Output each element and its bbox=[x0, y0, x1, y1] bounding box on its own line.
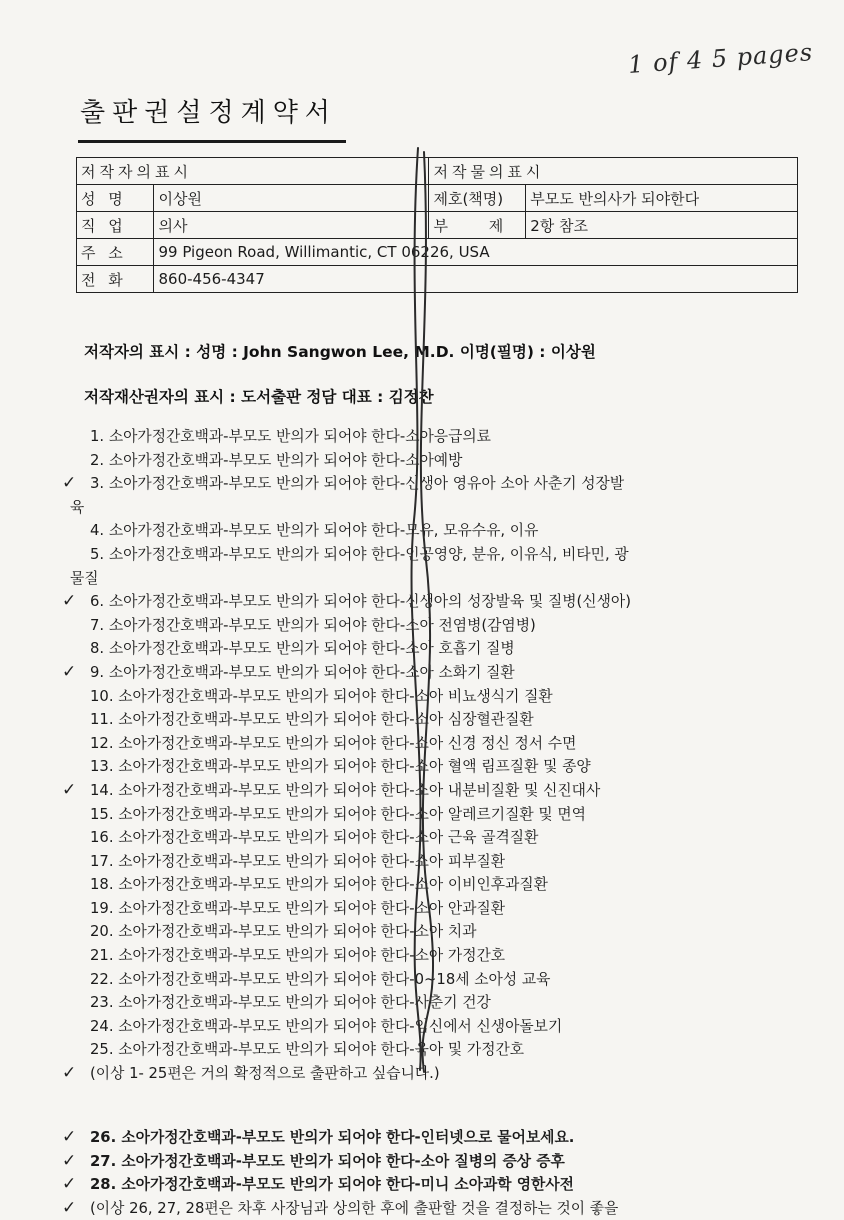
list-item bbox=[60, 944, 820, 968]
list-item-text: 5. 소아가정간호백과-부모도 반의가 되어야 한다-인공영양, 분유, 이유식, 비타민, 광 물질 bbox=[60, 543, 629, 590]
check-mark-icon: ✓ bbox=[62, 1150, 77, 1171]
list-item bbox=[60, 755, 820, 779]
check-mark-icon: ✓ bbox=[62, 1174, 77, 1195]
info-table bbox=[76, 157, 798, 293]
list-item bbox=[60, 449, 820, 473]
name-value: 이상원 bbox=[154, 185, 429, 212]
list-item-wrap: 물질 bbox=[70, 569, 99, 587]
phone-value: 860-456-4347 bbox=[154, 266, 798, 293]
list-item-text: 18. 소아가정간호백과-부모도 반의가 되어야 한다-소아 이비인후과질환 bbox=[90, 876, 548, 894]
list-item bbox=[60, 708, 820, 732]
list-item-text: 23. 소아가정간호백과-부모도 반의가 되어야 한다-사춘기 건강 bbox=[90, 994, 491, 1012]
list-item-text: 22. 소아가정간호백과-부모도 반의가 되어야 한다-0~18세 소아성 교육 bbox=[90, 970, 551, 988]
list-item-text: 8. 소아가정간호백과-부모도 반의가 되어야 한다-소아 호흡기 질병 bbox=[90, 640, 515, 658]
list-item bbox=[60, 1173, 820, 1197]
list-item-text: 26. 소아가정간호백과-부모도 반의가 되어야 한다-인터넷으로 물어보세요. bbox=[90, 1129, 575, 1147]
list-item-text: 28. 소아가정간호백과-부모도 반의가 되어야 한다-미니 소아과학 영한사전 bbox=[90, 1176, 574, 1194]
list-item-text: 1. 소아가정간호백과-부모도 반의가 되어야 한다-소아응급의료 bbox=[90, 428, 491, 445]
list-item bbox=[60, 991, 820, 1015]
note-later bbox=[60, 1197, 820, 1220]
job-label: 직 업 bbox=[77, 212, 154, 239]
list-item-text: 7. 소아가정간호백과-부모도 반의가 되어야 한다-소아 전염병(감염병) bbox=[90, 616, 536, 634]
document-title: 출판권설정계약서 bbox=[80, 98, 337, 128]
list-item bbox=[60, 661, 820, 685]
list-item-wrap: 육 bbox=[70, 498, 85, 516]
list-item-text: 21. 소아가정간호백과-부모도 반의가 되어야 한다-소아 가정간호 bbox=[90, 947, 506, 965]
work-header: 저작물의표시 bbox=[429, 158, 798, 185]
list-item-text: 2. 소아가정간호백과-부모도 반의가 되어야 한다-소아예방 bbox=[90, 451, 463, 469]
note-text: (이상 26, 27, 28편은 차후 사장님과 상의한 후에 출판할 것을 결정하는 것이 좋을 bbox=[90, 1199, 619, 1217]
list-item-text: 6. 소아가정간호백과-부모도 반의가 되어야 한다-신생아의 성장발육 및 질병(신생아) bbox=[90, 593, 631, 611]
phone-label: 전 화 bbox=[77, 266, 154, 293]
volume-list bbox=[60, 425, 820, 1220]
list-item bbox=[60, 826, 820, 850]
list-item-text: 10. 소아가정간호백과-부모도 반의가 되어야 한다-소아 비뇨생식기 질환 bbox=[90, 687, 553, 705]
handwritten-page-note: 1 of 4 5 pages bbox=[627, 38, 814, 79]
list-item bbox=[60, 685, 820, 709]
name-label: 성 명 bbox=[77, 185, 154, 212]
list-item bbox=[60, 968, 820, 992]
job-value: 의사 bbox=[154, 212, 429, 239]
copyright-line: 저작재산권자의 표시 : 도서출판 정담 대표 : 김정찬 bbox=[84, 388, 434, 406]
list-item-text: 27. 소아가정간호백과-부모도 반의가 되어야 한다-소아 질병의 증상 증후 bbox=[90, 1152, 565, 1170]
list-item-text: 3. 소아가정간호백과-부모도 반의가 되어야 한다-신생아 영유아 소아 사춘기 성장발 육 bbox=[60, 472, 624, 519]
author-header: 저작자의표시 bbox=[77, 158, 429, 185]
note-text: (이상 1- 25편은 거의 확정적으로 출판하고 싶습니다.) bbox=[90, 1065, 440, 1083]
title-underline bbox=[78, 140, 346, 143]
list-item bbox=[60, 425, 820, 449]
address-label: 주 소 bbox=[77, 239, 154, 266]
list-item bbox=[60, 1150, 820, 1174]
list-item bbox=[60, 637, 820, 661]
list-item bbox=[60, 850, 820, 874]
list-item-text: 15. 소아가정간호백과-부모도 반의가 되어야 한다-소아 알레르기질환 및 면역 bbox=[90, 805, 586, 823]
check-mark-icon: ✓ bbox=[62, 1197, 77, 1218]
check-mark-icon: ✓ bbox=[62, 591, 77, 612]
list-item-text: 14. 소아가정간호백과-부모도 반의가 되어야 한다-소아 내분비질환 및 신진대사 bbox=[90, 781, 601, 799]
list-item-text: 9. 소아가정간호백과-부모도 반의가 되어야 한다-소아 소화기 질환 bbox=[90, 663, 515, 681]
list-item-text: 16. 소아가정간호백과-부모도 반의가 되어야 한다-소아 근육 골격질환 bbox=[90, 829, 539, 847]
list-item bbox=[60, 590, 820, 614]
check-mark-icon: ✓ bbox=[62, 779, 77, 800]
list-item-text: 11. 소아가정간호백과-부모도 반의가 되어야 한다-소아 심장혈관질환 bbox=[90, 711, 534, 729]
book-title-value: 부모도 반의사가 되야한다 bbox=[526, 185, 798, 212]
list-item bbox=[60, 779, 820, 803]
list-item-text: 25. 소아가정간호백과-부모도 반의가 되어야 한다-육아 및 가정간호 bbox=[90, 1041, 525, 1059]
list-item-text: 17. 소아가정간호백과-부모도 반의가 되어야 한다-소아 피부질환 bbox=[90, 852, 506, 870]
list-item bbox=[60, 1126, 820, 1150]
spacer bbox=[60, 1092, 820, 1126]
list-item-text: 13. 소아가정간호백과-부모도 반의가 되어야 한다-소아 혈액 림프질환 및 종양 bbox=[90, 758, 591, 776]
note-confirmed bbox=[60, 1062, 820, 1092]
list-item-text: 4. 소아가정간호백과-부모도 반의가 되어야 한다-모유, 모유수유, 이유 bbox=[90, 522, 539, 540]
subtitle-value: 2항 참조 bbox=[526, 212, 798, 239]
check-mark-icon: ✓ bbox=[62, 661, 77, 682]
list-item bbox=[60, 1038, 820, 1062]
list-item bbox=[60, 897, 820, 921]
address-value: 99 Pigeon Road, Willimantic, CT 06226, USA bbox=[154, 239, 798, 266]
author-line: 저작자의 표시 : 성명 : John Sangwon Lee, M.D. 이명(필명) : 이상원 bbox=[84, 343, 596, 361]
list-item-text: 24. 소아가정간호백과-부모도 반의가 되어야 한다-임신에서 신생아돌보기 bbox=[90, 1017, 563, 1035]
list-item bbox=[60, 472, 820, 519]
list-item-text: 12. 소아가정간호백과-부모도 반의가 되어야 한다-소아 신경 정신 정서 수면 bbox=[90, 734, 577, 752]
subtitle-label: 부 제 bbox=[429, 212, 526, 239]
list-item-text: 19. 소아가정간호백과-부모도 반의가 되어야 한다-소아 안과질환 bbox=[90, 899, 506, 917]
list-item bbox=[60, 543, 820, 590]
check-mark-icon: ✓ bbox=[62, 473, 77, 494]
list-item bbox=[60, 614, 820, 638]
list-item bbox=[60, 732, 820, 756]
check-mark-icon: ✓ bbox=[62, 1063, 77, 1084]
list-item bbox=[60, 519, 820, 543]
list-item bbox=[60, 873, 820, 897]
list-item bbox=[60, 803, 820, 827]
book-title-label: 제호(책명) bbox=[429, 185, 526, 212]
check-mark-icon: ✓ bbox=[62, 1127, 77, 1148]
list-item-text: 20. 소아가정간호백과-부모도 반의가 되어야 한다-소아 치과 bbox=[90, 923, 477, 941]
list-item bbox=[60, 1015, 820, 1039]
list-item bbox=[60, 920, 820, 944]
